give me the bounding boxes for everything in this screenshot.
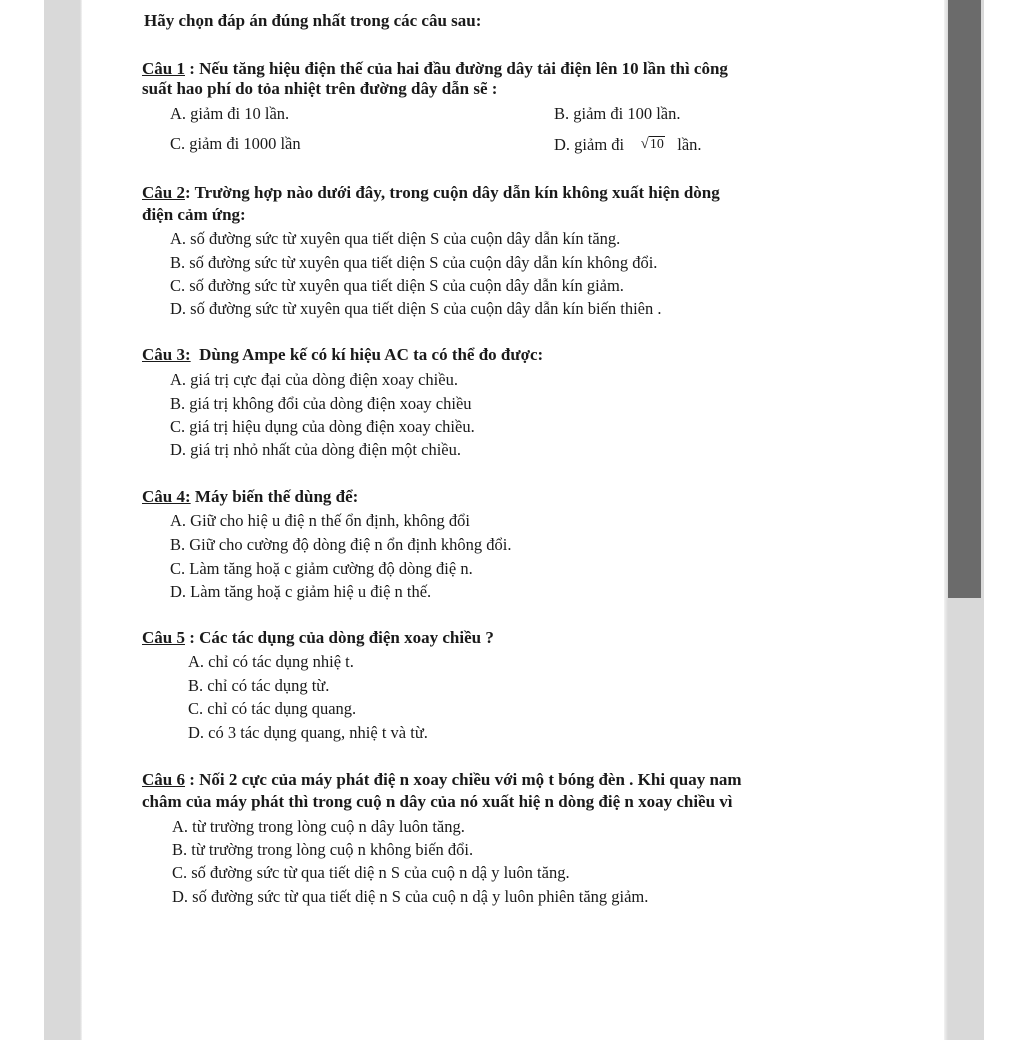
label-separator <box>191 345 200 364</box>
option-b: B. từ trường trong lòng cuộ n không biến đổi. <box>172 840 474 859</box>
question-text: Các tác dụng của dòng điện xoay chiều ? <box>199 628 494 647</box>
option-c: C. Làm tăng hoặ c giảm cường độ dòng điệ n. <box>170 559 473 578</box>
question-label: Câu 2 <box>142 183 185 202</box>
option-b: B. giá trị không đổi của dòng điện xoay chiều <box>170 394 472 413</box>
option-b: B. giảm đi 100 lần. <box>554 104 681 123</box>
question-label: Câu 6 <box>142 770 185 789</box>
option-a: A. chỉ có tác dụng nhiệ t. <box>188 652 354 671</box>
option-c: C. số đường sức từ xuyên qua tiết diện S của cuộn dây dẫn kín giảm. <box>170 276 624 295</box>
question-text: Máy biến thế dùng để: <box>194 487 359 506</box>
option-a: A. giảm đi 10 lần. <box>170 104 290 123</box>
option-c: C. giá trị hiệu dụng của dòng điện xoay chiều. <box>170 417 475 436</box>
question-label: Câu 5 <box>142 628 185 647</box>
question-label: Câu 3: <box>142 345 191 364</box>
sqrt-symbol <box>641 134 665 155</box>
radicand: 10 <box>649 137 664 152</box>
label-separator: : <box>184 628 200 647</box>
option-d: D. giá trị nhỏ nhất của dòng điện một chiều. <box>170 440 461 459</box>
option-b: B. Giữ cho cường độ dòng điệ n ổn định không đổi. <box>170 535 512 554</box>
question-text-continued: suất hao phí do tỏa nhiệt trên đường dây dẫn sẽ : <box>142 79 498 98</box>
label-separator: : <box>184 770 200 789</box>
option-d: D. số đường sức từ qua tiết diệ n S của cuộ n dậ y luôn phiên tăng giảm. <box>172 887 649 906</box>
option-a: A. từ trường trong lòng cuộ n dây luôn tăng. <box>172 817 465 836</box>
question-text: Trường hợp nào dưới đây, trong cuộn dây dẫn kín không xuất hiện dòng <box>194 183 720 202</box>
option-d: D. Làm tăng hoặ c giảm hiệ u điệ n thế. <box>170 582 432 601</box>
option-a: A. số đường sức từ xuyên qua tiết diện S của cuộn dây dẫn kín tăng. <box>170 229 621 248</box>
option-d <box>554 134 702 155</box>
question-label: Câu 4: <box>142 487 191 506</box>
instruction-heading: Hãy chọn đáp án đúng nhất trong các câu sau: <box>144 11 482 30</box>
left-margin <box>0 0 82 1040</box>
option-c: C. chỉ có tác dụng quang. <box>188 699 357 718</box>
option-d-suffix: lần. <box>677 135 702 154</box>
radical-sign: √ <box>640 136 649 152</box>
question-label: Câu 1 <box>142 59 185 78</box>
question-text-continued: điện cảm ứng: <box>142 205 246 224</box>
option-d: D. số đường sức từ xuyên qua tiết diện S của cuộn dây dẫn kín biến thiên . <box>170 299 662 318</box>
option-a: A. giá trị cực đại của dòng điện xoay chiều. <box>170 370 458 389</box>
option-d: D. có 3 tác dụng quang, nhiệ t và từ. <box>188 723 428 742</box>
scrollbar-thumb[interactable] <box>948 0 981 598</box>
question-text: Nếu tăng hiệu điện thế của hai đầu đường dây tải điện lên 10 lần thì công <box>199 59 728 78</box>
question-text: Nối 2 cực của máy phát điệ n xoay chiều với mộ t bóng đèn . Khi quay nam <box>199 770 742 789</box>
option-a: A. Giữ cho hiệ u điệ n thế ổn định, không đổi <box>170 511 470 530</box>
label-separator: : <box>184 59 200 78</box>
option-c: C. giảm đi 1000 lần <box>170 134 301 153</box>
label-separator: : <box>184 183 195 202</box>
option-d-prefix: D. giảm đi <box>554 135 625 154</box>
option-c: C. số đường sức từ qua tiết diệ n S của cuộ n dậ y luôn tăng. <box>172 863 570 882</box>
question-text: Dùng Ampe kế có kí hiệu AC ta có thể đo được: <box>199 345 544 364</box>
option-b: B. chỉ có tác dụng từ. <box>188 676 330 695</box>
document-page <box>82 0 944 1040</box>
option-b: B. số đường sức từ xuyên qua tiết diện S của cuộn dây dẫn kín không đổi. <box>170 253 658 272</box>
question-text-continued: châm của máy phát thì trong cuộ n dây của nó xuất hiệ n dòng điệ n xoay chiều vì <box>142 792 733 811</box>
